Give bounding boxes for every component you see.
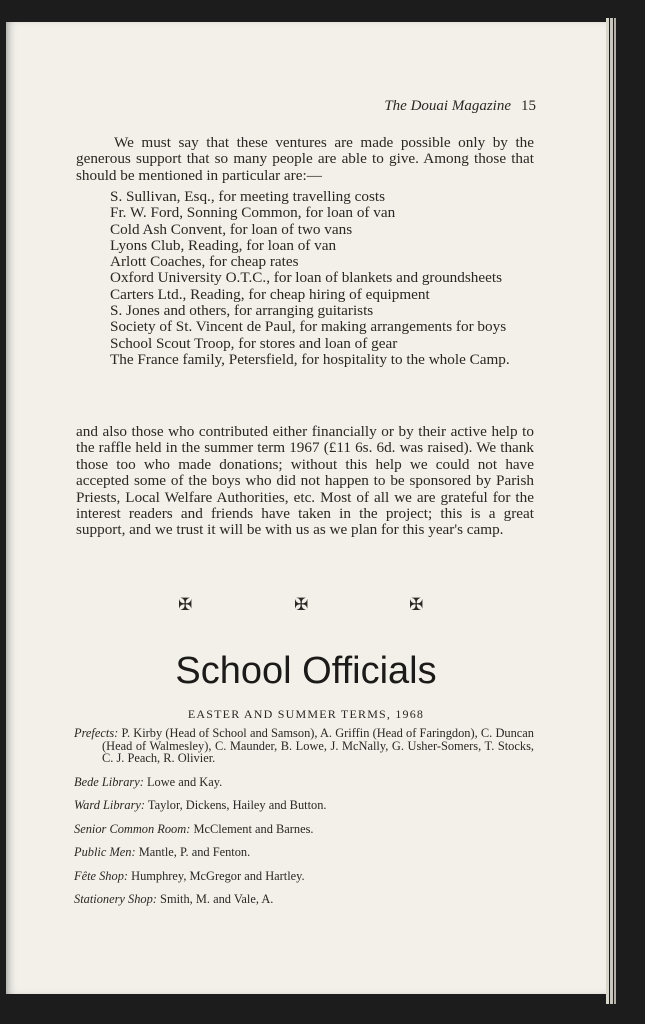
list-item (74, 823, 534, 836)
official-names: P. Kirby (Head of School and Samson), A. Griffin (Head of Faringdon), C. Duncan (Head of Walmesley), C. Maunder, B. Lowe, J. McNally, G. Usher-Somers, T. Stocks, C. J. Peach, R. Olivier. (102, 726, 534, 765)
list-item: Cold Ash Convent, for loan of two vans (110, 220, 353, 238)
running-header (384, 98, 536, 115)
list-item: The France family, Petersfield, for hospitality to the whole Camp. (110, 350, 510, 368)
official-names: McClement and Barnes. (193, 821, 314, 836)
official-names: Taylor, Dickens, Hailey and Button. (147, 798, 327, 812)
list-item (74, 846, 534, 859)
list-item (74, 799, 534, 812)
intro-paragraph: We must say that these ventures are made possible only by the generous support that so many people are able to give. Among those that should be mentioned in particular are:— (76, 134, 534, 184)
list-item: School Scout Troop, for stores and loan of gear (110, 334, 398, 352)
list-item (74, 727, 534, 765)
official-names: Humphrey, McGregor and Hartley. (131, 868, 305, 883)
page-edge (610, 18, 613, 1004)
magazine-page (6, 22, 606, 994)
page-number: 15 (521, 98, 536, 114)
official-role: Public Men: (74, 845, 136, 859)
official-role: Prefects: (74, 726, 119, 740)
official-names: Smith, M. and Vale, A. (160, 892, 274, 906)
official-role: Senior Common Room: (74, 821, 191, 836)
list-item: Oxford University O.T.C., for loan of blankets and groundsheets (110, 269, 502, 287)
cross-icon: ✠ (178, 595, 193, 615)
closing-paragraph: and also those who contributed either financially or by their active help to the raffle held in the summer term 1967 (£11 6s. 6d. was raised). We thank those too who made donations; without this help we could not have accepted some of the boys who did not happen to be sponsored by Parish Priests, Local Welfare Authorities, etc. Most of all we are grateful for the interest readers and friends have taken in the project; this is a great support, and we trust it will be with us as we plan for this year's camp. (76, 423, 534, 539)
thanks-list (110, 189, 534, 368)
official-role: Fête Shop: (74, 868, 129, 883)
cross-icon: ✠ (294, 595, 309, 615)
list-item: S. Sullivan, Esq., for meeting travelling costs (110, 188, 386, 205)
official-names: Lowe and Kay. (146, 774, 223, 789)
officials-list (74, 727, 534, 917)
list-item (74, 776, 534, 789)
page-edge (614, 18, 616, 1004)
list-item (74, 870, 534, 883)
section-title: School Officials (175, 650, 437, 692)
list-item: Society of St. Vincent de Paul, for making arrangements for boys (110, 318, 507, 336)
cross-icon: ✠ (409, 595, 424, 615)
list-item (74, 893, 534, 906)
official-names: Mantle, P. and Fenton. (138, 845, 251, 859)
list-item: Arlott Coaches, for cheap rates (110, 253, 299, 271)
list-item: Carters Ltd., Reading, for cheap hiring of equipment (110, 285, 430, 303)
official-role: Stationery Shop: (74, 892, 157, 906)
journal-title: The Douai Magazine (384, 98, 511, 114)
page-edge (606, 18, 609, 1004)
list-item: Fr. W. Ford, Sonning Common, for loan of van (110, 204, 396, 222)
list-item: Lyons Club, Reading, for loan of van (110, 236, 337, 254)
list-item: S. Jones and others, for arranging guitarists (110, 302, 374, 320)
section-divider (6, 597, 606, 617)
section-subtitle: EASTER AND SUMMER TERMS, 1968 (187, 707, 425, 721)
official-role: Ward Library: (74, 798, 146, 812)
official-role: Bede Library: (74, 774, 144, 789)
